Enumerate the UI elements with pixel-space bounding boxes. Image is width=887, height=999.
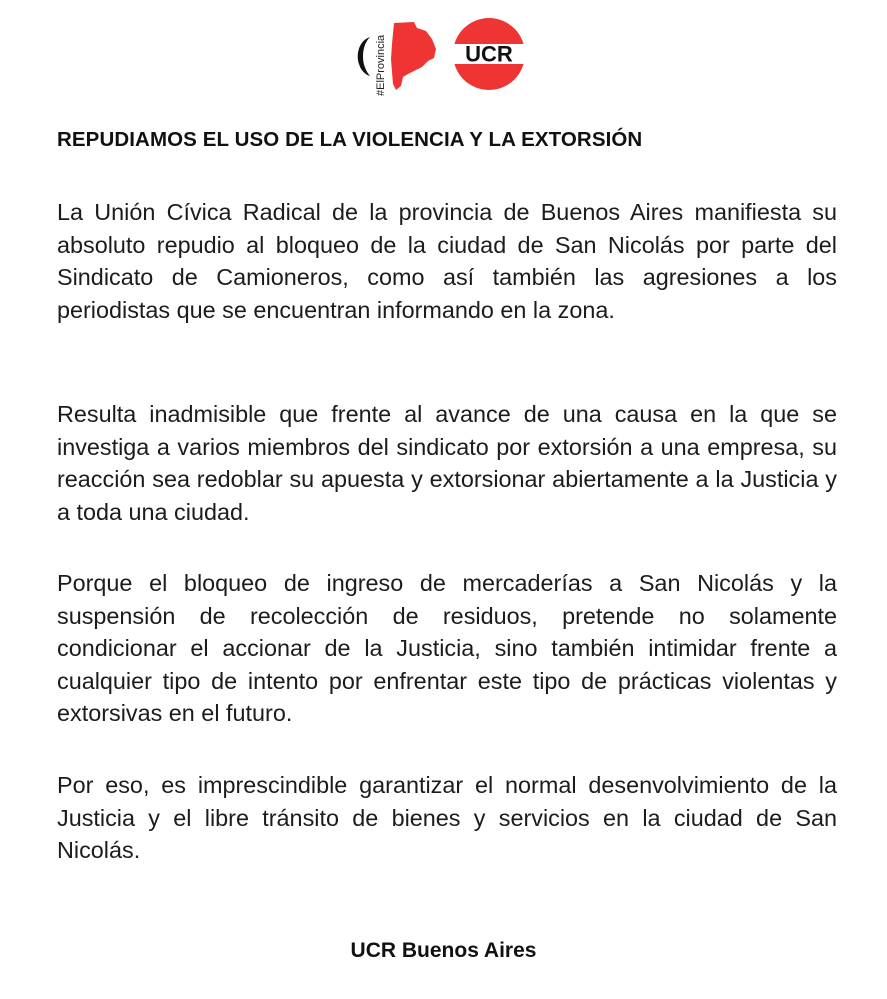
paragraph-3: Porque el bloqueo de ingreso de mercaderías a San Nicolás y la suspensión de recolección de residuos, pretende no solamente condicionar el accionar de la Justicia, sino también intimidar frente a cualquier tipo de intento por enfrentar este tipo de prácticas violentas y extorsivas en el futuro.: [57, 570, 837, 727]
paragraph-1: La Unión Cívica Radical de la provincia de Buenos Aires manifiesta su absoluto repudio al bloqueo de la ciudad de San Nicolás por parte del Sindicato de Camioneros, como así también las agresiones a los periodistas que se encuentran informando en la zona.: [57, 199, 837, 323]
ucr-logo-text: UCR: [465, 41, 513, 67]
province-map-icon: [391, 22, 436, 90]
elprovincia-logo: [356, 14, 446, 98]
crescent-icon: [358, 37, 370, 76]
paragraph-4: Por eso, es imprescindible garantizar el normal desenvolvimiento de la Justicia y el libre tránsito de bienes y servicios en la ciudad de San Nicolás.: [57, 772, 837, 864]
statement-title: REPUDIAMOS EL USO DE LA VIOLENCIA Y LA EXTORSIÓN: [57, 128, 643, 151]
ucr-logo: [452, 17, 526, 91]
paragraph-2: Resulta inadmisible que frente al avance de una causa en la que se investiga a varios miembros del sindicato por extorsión a una empresa, su reacción sea redoblar su apuesta y extorsionar abiertamente a la Justicia y a toda una ciudad.: [57, 401, 837, 525]
elprovincia-tag: #ElProvincia: [375, 34, 387, 96]
logo-header: [356, 14, 526, 98]
signature: UCR Buenos Aires: [350, 939, 537, 962]
